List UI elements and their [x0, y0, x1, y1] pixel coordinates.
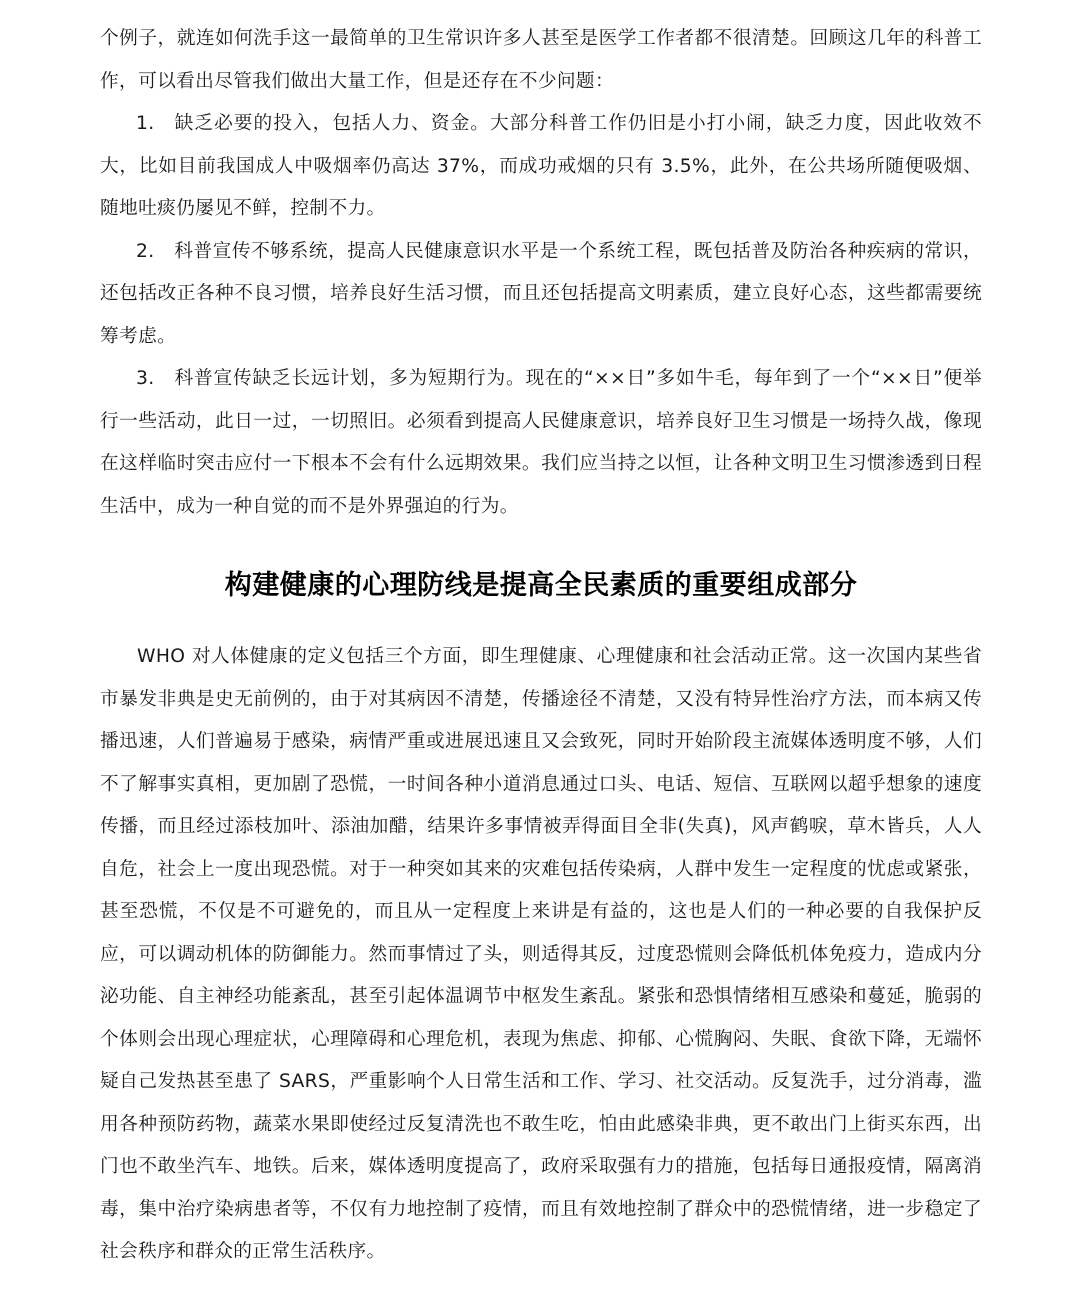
problem-item-text: 缺乏必要的投入，包括人力、资金。大部分科普工作仍旧是小打小闹，缺乏力度，因此收效不大，比如目前我国成人中吸烟率仍高达 37%，而成功戒烟的只有 3.5%，此外，在公共场所随便吸烟、随地吐痰仍屡见不鲜，控制不力。 — [100, 113, 982, 219]
problem-item-number: 2. — [136, 240, 155, 262]
problem-item-3 — [100, 358, 982, 528]
problem-item-text: 科普宣传缺乏长远计划，多为短期行为。现在的“××日”多如牛毛，每年到了一个“××日”便举行一些活动，此日一过，一切照旧。必须看到提高人民健康意识，培养良好卫生习惯是一场持久战，像现在这样临时突击应付一下根本不会有什么远期效果。我们应当持之以恒，让各种文明卫生习惯渗透到日程生活中，成为一种自觉的而不是外界强迫的行为。 — [100, 368, 982, 517]
intro-paragraph: 个例子，就连如何洗手这一最简单的卫生常识许多人甚至是医学工作者都不很清楚。回顾这几年的科普工作，可以看出尽管我们做出大量工作，但是还存在不少问题： — [100, 28, 982, 92]
section-heading: 构建健康的心理防线是提高全民素质的重要组成部分 — [224, 570, 858, 601]
section-paragraph: WHO 对人体健康的定义包括三个方面，即生理健康、心理健康和社会活动正常。这一次国内某些省市暴发非典是史无前例的，由于对其病因不清楚，传播途径不清楚，又没有特异性治疗方法，而本病又传播迅速，人们普遍易于感染，病情严重或进展迅速且又会致死，同时开始阶段主流媒体透明度不够，人们不了解事实真相，更加剧了恐慌，一时间各种小道消息通过口头、电话、短信、互联网以超乎想象的速度传播，而且经过添枝加叶、添油加醋，结果许多事情被弄得面目全非(失真)，风声鹤唳，草木皆兵，人人自危，社会上一度出现恐慌。对于一种突如其来的灾难包括传染病，人群中发生一定程度的忧虑或紧张，甚至恐慌，不仅是不可避免的，而且从一定程度上来讲是有益的，这也是人们的一种必要的自我保护反应，可以调动机体的防御能力。然而事情过了头，则适得其反，过度恐慌则会降低机体免疫力，造成内分泌功能、自主神经功能紊乱，甚至引起体温调节中枢发生紊乱。紧张和恐惧情绪相互感染和蔓延，脆弱的个体则会出现心理症状，心理障碍和心理危机，表现为焦虑、抑郁、心慌胸闷、失眠、食欲下降，无端怀疑自己发热甚至患了 SARS，严重影响个人日常生活和工作、学习、社交活动。反复洗手，过分消毒，滥用各种预防药物，蔬菜水果即使经过反复清洗也不敢生吃，怕由此感染非典，更不敢出门上街买东西，出门也不敢坐汽车、地铁。后来，媒体透明度提高了，政府采取强有力的措施，包括每日通报疫情，隔离消毒，集中治疗染病患者等，不仅有力地控制了疫情，而且有效地控制了群众中的恐慌情绪，进一步稳定了社会秩序和群众的正常生活秩序。 — [100, 646, 982, 1262]
problem-item-1 — [100, 103, 982, 231]
problem-item-2 — [100, 231, 982, 359]
problem-item-number: 3. — [136, 368, 155, 389]
problem-item-text: 科普宣传不够系统，提高人民健康意识水平是一个系统工程，既包括普及防治各种疾病的常识，还包括改正各种不良习惯，培养良好生活习惯，而且还包括提高文明素质，建立良好心态，这些都需要统筹考虑。 — [100, 240, 982, 347]
document-page — [100, 18, 982, 1274]
problem-item-number: 1. — [136, 113, 155, 134]
